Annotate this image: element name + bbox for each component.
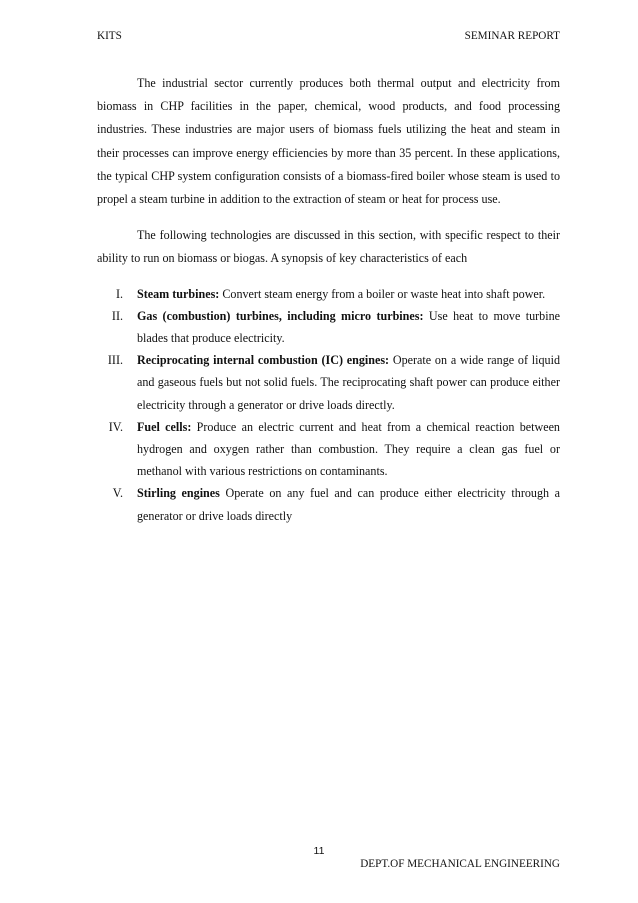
- list-item-ic-engines: [97, 349, 560, 416]
- technology-list: [97, 283, 560, 527]
- list-item-text: Operate on any fuel and can produce either electricity through a generator or drive loads directly: [137, 486, 560, 523]
- page-number: 11: [313, 845, 325, 857]
- page-footer: DEPT.OF MECHANICAL ENGINEERING: [360, 858, 560, 870]
- list-item-number: V.: [112, 486, 123, 501]
- list-item-term: Stirling engines: [137, 486, 220, 501]
- list-item-stirling-engines: [97, 482, 560, 526]
- header-right-text: SEMINAR REPORT: [464, 30, 560, 42]
- list-item-number: III.: [107, 353, 123, 368]
- list-item-term: Reciprocating internal combustion (IC) engines:: [137, 353, 390, 368]
- header-left-text: KITS: [97, 30, 122, 42]
- page-header: [97, 28, 560, 44]
- list-item-steam-turbines: [97, 283, 560, 305]
- list-item-gas-turbines: [97, 305, 560, 349]
- list-item-number: II.: [111, 308, 123, 323]
- paragraph-technologies-intro: The following technologies are discussed in this section, with specific respect to their ability to run on biomass or biogas. A synopsis of key characteristics of each: [97, 228, 560, 266]
- list-item-fuel-cells: [97, 416, 560, 483]
- list-item-text: Produce an electric current and heat from a chemical reaction between hydrogen and oxygen rather than combustion. They require a clean gas fuel or methanol with various restrictions on contaminants.: [137, 419, 560, 479]
- list-item-number: I.: [115, 286, 123, 301]
- paragraph-industrial-sector: The industrial sector currently produces both thermal output and electricity from biomass in CHP facilities in the paper, chemical, wood products, and food processing industries. These industries are major users of biomass fuels utilizing the heat and steam in their processes can improve energy efficiencies by more than 35 percent. In these applications, the typical CHP system configuration consists of a biomass-fired boiler whose steam is used to propel a steam turbine in addition to the extraction of steam or heat for process use.: [97, 76, 560, 207]
- list-item-term: Gas (combustion) turbines, including micro turbines:: [137, 308, 424, 323]
- list-item-text: Operate on a wide range of liquid and gaseous fuels but not solid fuels. The reciprocating shaft power can produce either electricity through a generator or drive loads directly.: [137, 353, 560, 412]
- page-body: [97, 72, 560, 527]
- list-item-term: Steam turbines:: [137, 286, 220, 301]
- list-item-text: Convert steam energy from a boiler or waste heat into shaft power.: [219, 286, 546, 301]
- list-item-term: Fuel cells:: [137, 419, 192, 434]
- list-item-number: IV.: [108, 419, 123, 434]
- list-item-text: Use heat to move turbine blades that produce electricity.: [137, 308, 560, 346]
